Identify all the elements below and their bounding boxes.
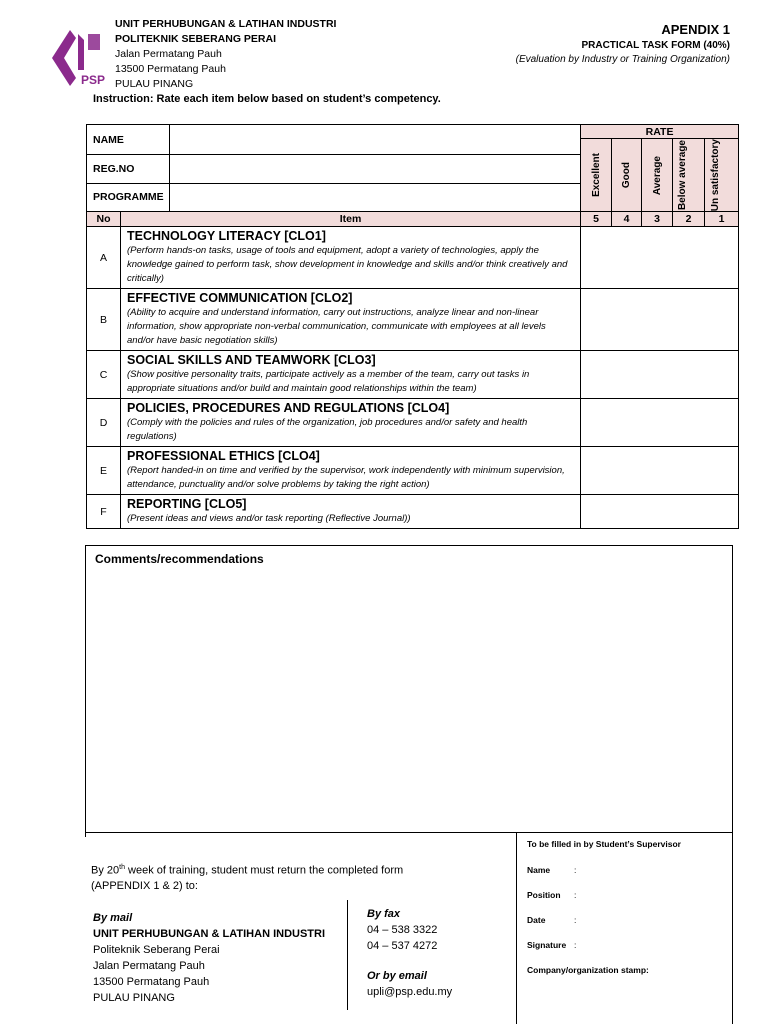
rating-cell[interactable] — [581, 495, 739, 529]
item-title: PROFESSIONAL ETHICS [CLO4] — [127, 449, 320, 464]
item-row — [87, 447, 739, 495]
item-description: (Ability to acquire and understand information, carry out instructions, analyze linear and non-linear information, show appropriate non-verbal communication, communicate with employees at all levels and/or have basic negotiation skills) — [127, 307, 546, 347]
item-title: SOCIAL SKILLS AND TEAMWORK [CLO3] — [127, 353, 376, 368]
supervisor-date-label: Date — [527, 915, 546, 925]
fax-number: 04 – 538 3322 — [367, 924, 438, 936]
by-email-label: Or by email — [367, 970, 427, 982]
instruction-text: Instruction: Rate each item below based on student’s competency. — [93, 93, 441, 105]
score-1: 1 — [705, 212, 739, 227]
item-cell — [121, 495, 581, 529]
supervisor-date-field[interactable]: : — [574, 915, 577, 925]
mail-line: PULAU PINANG — [93, 992, 175, 1004]
supervisor-title: To be filled in by Student’s Supervisor — [527, 839, 681, 849]
item-description: (Present ideas and views and/or task reporting (Reflective Journal)) — [127, 513, 411, 525]
mail-line: Politeknik Seberang Perai — [93, 944, 220, 956]
item-row — [87, 399, 739, 447]
score-3: 3 — [642, 212, 673, 227]
item-title: TECHNOLOGY LITERACY [CLO1] — [127, 229, 326, 244]
item-description: (Show positive personality traits, participate actively as a member of the team, carry out tasks in appropriate situations and/or build and maintain good relationships within the team) — [127, 369, 530, 395]
name-label: NAME — [87, 125, 170, 155]
institution-line: Jalan Permatang Pauh — [115, 48, 222, 60]
supervisor-section — [516, 833, 733, 1024]
item-title: EFFECTIVE COMMUNICATION [CLO2] — [127, 291, 353, 306]
rating-cell[interactable] — [581, 289, 739, 351]
fax-number: 04 – 537 4272 — [367, 940, 438, 952]
rate-header: RATE — [581, 125, 739, 139]
item-cell — [121, 399, 581, 447]
item-letter: B — [87, 289, 121, 351]
item-title: REPORTING [CLO5] — [127, 497, 247, 512]
item-row — [87, 495, 739, 529]
programme-label: PROGRAMME — [87, 183, 170, 212]
name-field[interactable] — [170, 125, 581, 155]
comments-label: Comments/recommendations — [95, 552, 264, 566]
divider — [85, 833, 86, 837]
logo-text: PSP — [81, 73, 106, 87]
rate-level-good: Good — [612, 139, 642, 212]
rating-cell[interactable] — [581, 399, 739, 447]
item-cell — [121, 289, 581, 351]
item-row — [87, 351, 739, 399]
item-cell — [121, 447, 581, 495]
form-title: PRACTICAL TASK FORM (40%) — [581, 40, 730, 51]
supervisor-signature-field[interactable]: : — [574, 940, 577, 950]
rate-level-excellent: Excellent — [581, 139, 612, 212]
company-stamp-label: Company/organization stamp: — [527, 965, 649, 975]
mail-address — [93, 910, 325, 1006]
rating-cell[interactable] — [581, 351, 739, 399]
supervisor-position-label: Position — [527, 890, 561, 900]
fax-email-block — [367, 906, 452, 1000]
return-line-pre: By 20 — [91, 864, 120, 877]
supervisor-position-field[interactable]: : — [574, 890, 577, 900]
by-fax-label: By fax — [367, 908, 401, 920]
item-letter: D — [87, 399, 121, 447]
appendix-title: APENDIX 1 — [661, 22, 730, 37]
email-address[interactable]: upli@psp.edu.my — [367, 986, 453, 998]
rate-level-unsatisfactory: Un satisfactory — [705, 139, 739, 212]
item-row — [87, 227, 739, 289]
score-5: 5 — [581, 212, 612, 227]
form-note: (Evaluation by Industry or Training Organization) — [515, 54, 730, 65]
by-mail-label: By mail — [93, 912, 133, 924]
rating-cell[interactable] — [581, 227, 739, 289]
supervisor-name-field[interactable]: : — [574, 865, 577, 875]
return-line-2: (APPENDIX 1 & 2) to: — [91, 879, 198, 892]
institution-line: POLITEKNIK SEBERANG PERAI — [115, 33, 277, 45]
supervisor-signature-label: Signature — [527, 940, 567, 950]
divider — [347, 900, 348, 1010]
institution-line: UNIT PERHUBUNGAN & LATIHAN INDUSTRI — [115, 18, 337, 30]
rate-level-below-average: Below average — [673, 139, 705, 212]
institution-line: PULAU PINANG — [115, 78, 194, 90]
psp-logo — [48, 28, 108, 88]
rating-cell[interactable] — [581, 447, 739, 495]
evaluation-table — [86, 124, 739, 529]
return-line-sup: th — [119, 864, 125, 871]
item-description: (Report handed-in on time and verified by the supervisor, work independently with minimum supervision, attendance, punctuality and/or solve problems by taking the right action) — [127, 465, 565, 491]
item-letter: C — [87, 351, 121, 399]
institution-line: 13500 Permatang Pauh — [115, 63, 226, 75]
score-2: 2 — [673, 212, 705, 227]
item-description: (Comply with the policies and rules of the organization, job procedures and/or safety and health regulations) — [127, 417, 528, 443]
comments-box[interactable] — [85, 545, 733, 833]
rate-level-average: Average — [642, 139, 673, 212]
item-description: (Perform hands-on tasks, usage of tools and equipment, adopt a variety of technologies, apply the knowledge gained to perform task, show development in knowledge and skills and/or think creatively and critically) — [127, 245, 568, 285]
institution-address — [115, 17, 336, 92]
item-letter: F — [87, 495, 121, 529]
item-row — [87, 289, 739, 351]
mail-line: Jalan Permatang Pauh — [93, 960, 205, 972]
score-4: 4 — [612, 212, 642, 227]
mail-line: UNIT PERHUBUNGAN & LATIHAN INDUSTRI — [93, 928, 326, 940]
item-header: Item — [121, 212, 581, 227]
item-cell — [121, 351, 581, 399]
no-header: No — [87, 212, 121, 227]
item-letter: A — [87, 227, 121, 289]
supervisor-name-label: Name — [527, 865, 551, 875]
item-title: POLICIES, PROCEDURES AND REGULATIONS [CLO4] — [127, 401, 450, 416]
item-letter: E — [87, 447, 121, 495]
regno-label: REG.NO — [87, 155, 170, 184]
appendix-header — [516, 22, 730, 67]
return-instructions — [91, 860, 403, 894]
regno-field[interactable] — [170, 155, 581, 184]
mail-line: 13500 Permatang Pauh — [93, 976, 210, 988]
item-cell — [121, 227, 581, 289]
programme-field[interactable] — [170, 183, 581, 212]
return-line-post: week of training, student must return the completed form — [124, 864, 404, 877]
